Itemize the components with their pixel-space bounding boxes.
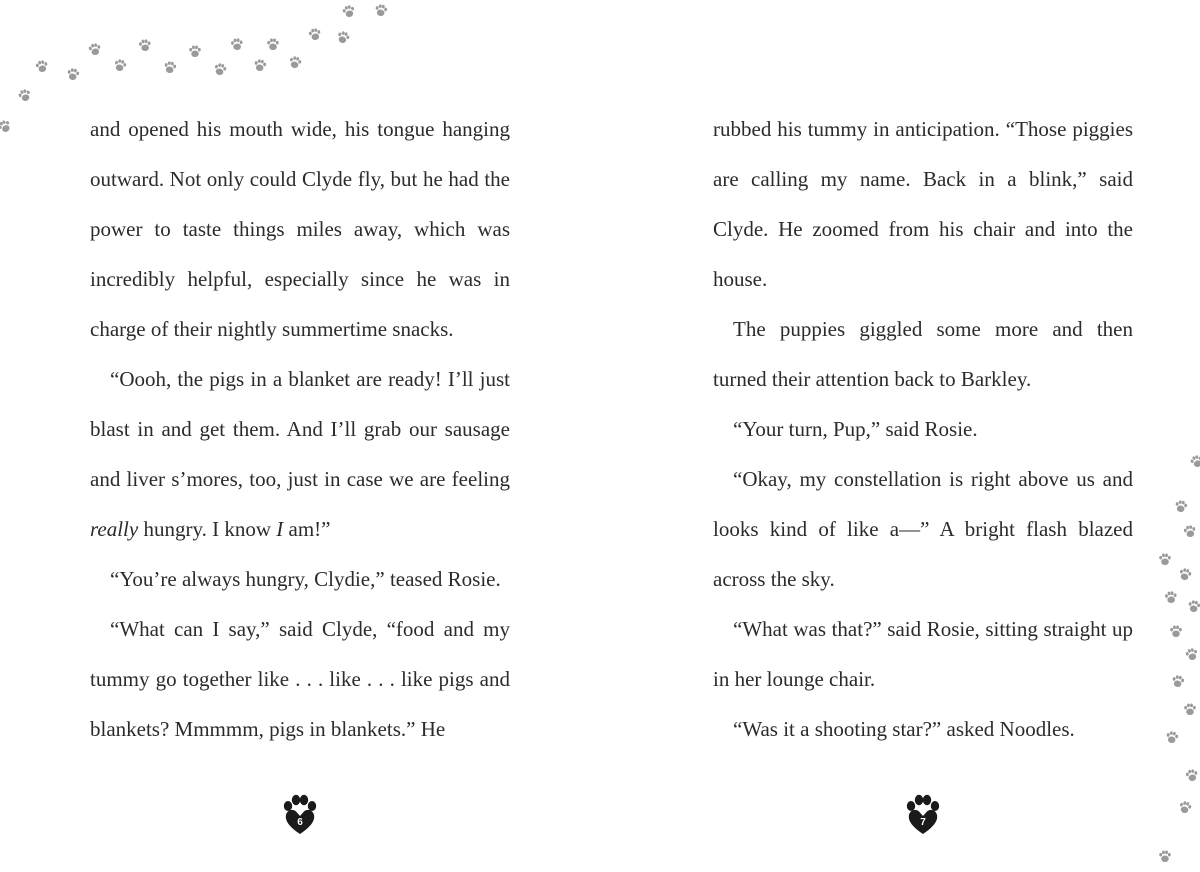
- paw-print-icon: [1183, 525, 1196, 538]
- right-page: [713, 104, 1133, 754]
- paw-print-icon: [1159, 554, 1171, 566]
- left-paragraph-2: [90, 354, 510, 554]
- paw-print-icon: [308, 28, 321, 41]
- paw-print-icon: [1178, 567, 1192, 581]
- paw-print-icon: [1170, 626, 1182, 638]
- paw-print-icon: [267, 39, 279, 51]
- paw-print-icon: [17, 88, 32, 103]
- page-number-left: [278, 793, 322, 837]
- right-paragraph-3: “Your turn, Pup,” said Rosie.: [733, 417, 978, 441]
- paw-print-icon: [342, 4, 356, 18]
- paw-print-icon: [66, 68, 79, 81]
- paw-print-icon: [1189, 454, 1200, 469]
- paw-print-icon: [35, 60, 48, 73]
- paw-print-icon: [1178, 800, 1192, 814]
- right-paragraph-2: The puppies giggled some more and then turned their attention back to Barkley.: [713, 317, 1133, 391]
- left-paragraph-2-mid: hungry. I know: [138, 517, 277, 541]
- paw-print-icon: [88, 43, 101, 56]
- page-number-right: [901, 793, 945, 837]
- paw-print-icon: [1171, 675, 1184, 688]
- paw-print-icon: [1185, 647, 1199, 661]
- page-number-right-text: 7: [920, 817, 926, 828]
- left-paragraph-4: “What can I say,” said Clyde, “food and my tummy go together like . . . like . . . like pigs and blankets? Mmmmm, pigs in blankets.” He: [90, 617, 510, 741]
- paw-heart-icon: [901, 793, 945, 837]
- paw-print-icon: [1165, 731, 1178, 744]
- left-paragraph-1: and opened his mouth wide, his tongue hanging outward. Not only could Clyde fly, but he had the power to taste things miles away, which was incredibly helpful, especially since he was in charge of their nightly summertime snacks.: [90, 117, 510, 341]
- paw-print-icon: [1185, 769, 1198, 782]
- right-paragraph-6: “Was it a shooting star?” asked Noodles.: [733, 717, 1075, 741]
- left-paragraph-2-text: “Oooh, the pigs in a blanket are ready! I’ll just blast in and get them. And I’ll grab our sausage and liver s’mores, too, just in case we are feeling: [90, 367, 510, 491]
- right-paragraph-5: “What was that?” said Rosie, sitting straight up in her lounge chair.: [713, 617, 1133, 691]
- page-number-left-text: 6: [297, 817, 303, 828]
- paw-print-icon: [113, 58, 127, 72]
- emphasis-really: really: [90, 517, 139, 541]
- paw-heart-icon: [278, 793, 322, 837]
- paw-print-icon: [1184, 704, 1196, 716]
- paw-print-icon: [213, 62, 227, 76]
- paw-print-icon: [1165, 591, 1177, 603]
- left-paragraph-2-end: am!”: [283, 517, 331, 541]
- paw-print-icon: [0, 119, 13, 135]
- left-paragraph-3: “You’re always hungry, Clydie,” teased Rosie.: [110, 567, 501, 591]
- paw-print-icon: [189, 46, 201, 58]
- left-page: [90, 104, 510, 754]
- paw-print-icon: [1174, 500, 1187, 513]
- paw-print-icon: [1159, 851, 1171, 863]
- paw-print-icon: [253, 59, 266, 72]
- paw-print-icon: [288, 55, 302, 69]
- paw-print-icon: [163, 61, 176, 74]
- emphasis-i: I: [276, 517, 284, 541]
- paw-print-icon: [1187, 600, 1200, 613]
- paw-print-icon: [139, 39, 151, 51]
- paw-print-icon: [336, 30, 351, 45]
- right-paragraph-4: “Okay, my constellation is right above us and looks kind of like a—” A bright flash blazed across the sky.: [713, 467, 1133, 591]
- paw-print-icon: [231, 38, 243, 50]
- right-paragraph-1: rubbed his tummy in anticipation. “Those piggies are calling my name. Back in a blink,” said Clyde. He zoomed from his chair and into the house.: [713, 117, 1133, 291]
- paw-print-icon: [374, 4, 387, 17]
